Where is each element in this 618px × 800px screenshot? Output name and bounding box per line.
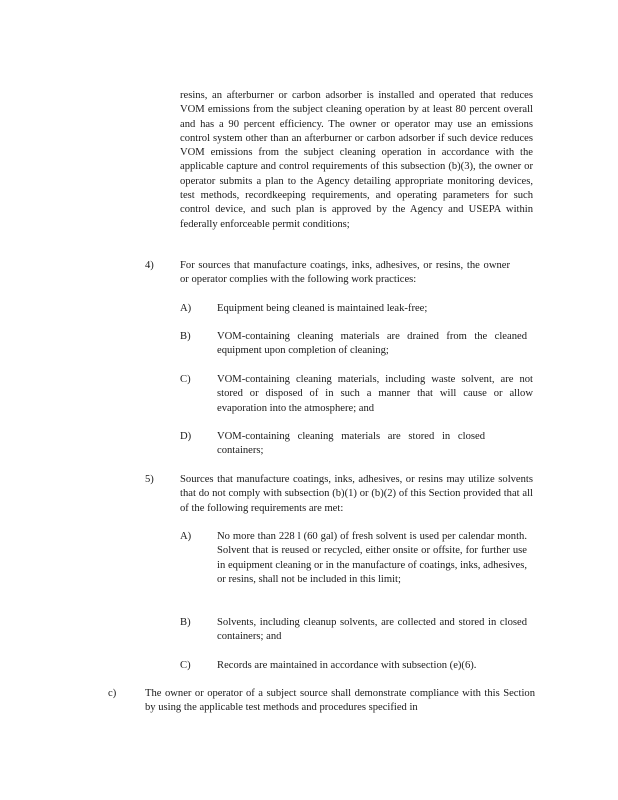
- item-4-text: For sources that manufacture coatings, inks, adhesives, or resins, the owner or operator complies with the following work practices:: [180, 260, 510, 286]
- item-4d-text: VOM-containing cleaning materials are stored in closed containers;: [217, 431, 485, 457]
- item-4-number: 4): [145, 260, 154, 271]
- item-c-letter: c): [108, 688, 117, 699]
- item-c-text: The owner or operator of a subject source shall demonstrate compliance with this Section by using the applicable test methods and procedures specified in: [145, 688, 535, 714]
- item-4b-letter: B): [180, 331, 191, 342]
- item-5c-text: Records are maintained in accordance with subsection (e)(6).: [217, 660, 477, 671]
- item-5a-letter: A): [180, 531, 192, 542]
- item-4d-letter: D): [180, 431, 192, 442]
- item-5b-text: Solvents, including cleanup solvents, are collected and stored in closed containers; and: [217, 617, 527, 643]
- item-4c-letter: C): [180, 374, 191, 385]
- item-5-number: 5): [145, 474, 154, 485]
- item-5a-text: No more than 228 l (60 gal) of fresh solvent is used per calendar month. Solvent that is reused or recycled, either onsite or offsite, for further use in equipment cleaning or in the manufacture of coatings, inks, adhesives, or resins, shall not be included in this limit;: [217, 531, 527, 585]
- item-4c-text: VOM-containing cleaning materials, including waste solvent, are not stored or disposed of in such a manner that will cause or allow evaporation into the atmosphere; and: [217, 374, 533, 414]
- item-5c-letter: C): [180, 660, 191, 671]
- intro-paragraph: resins, an afterburner or carbon adsorber is installed and operated that reduces VOM emissions from the subject cleaning operation by at least 80 percent overall and has a 90 percent efficiency. The owner or operator may use an emissions control system other than an afterburner or carbon adsorber if such device reduces VOM emissions from the subject cleaning operation in accordance with the applicable capture and control requirements of this subsection (b)(3), the owner or operator submits a plan to the Agency detailing appropriate monitoring devices, test methods, recordkeeping requirements, and operating parameters for such control device, and such plan is approved by the Agency and USEPA within federally enforceable permit conditions;: [180, 90, 533, 230]
- item-4b-text: VOM-containing cleaning materials are drained from the cleaned equipment upon completion of cleaning;: [217, 331, 527, 357]
- item-5-text: Sources that manufacture coatings, inks, adhesives, or resins may utilize solvents that do not comply with subsection (b)(1) or (b)(2) of this Section provided that all of the following requirements are met:: [180, 474, 533, 514]
- item-5b-letter: B): [180, 617, 191, 628]
- item-4a-text: Equipment being cleaned is maintained leak-free;: [217, 303, 428, 314]
- item-4a-letter: A): [180, 303, 192, 314]
